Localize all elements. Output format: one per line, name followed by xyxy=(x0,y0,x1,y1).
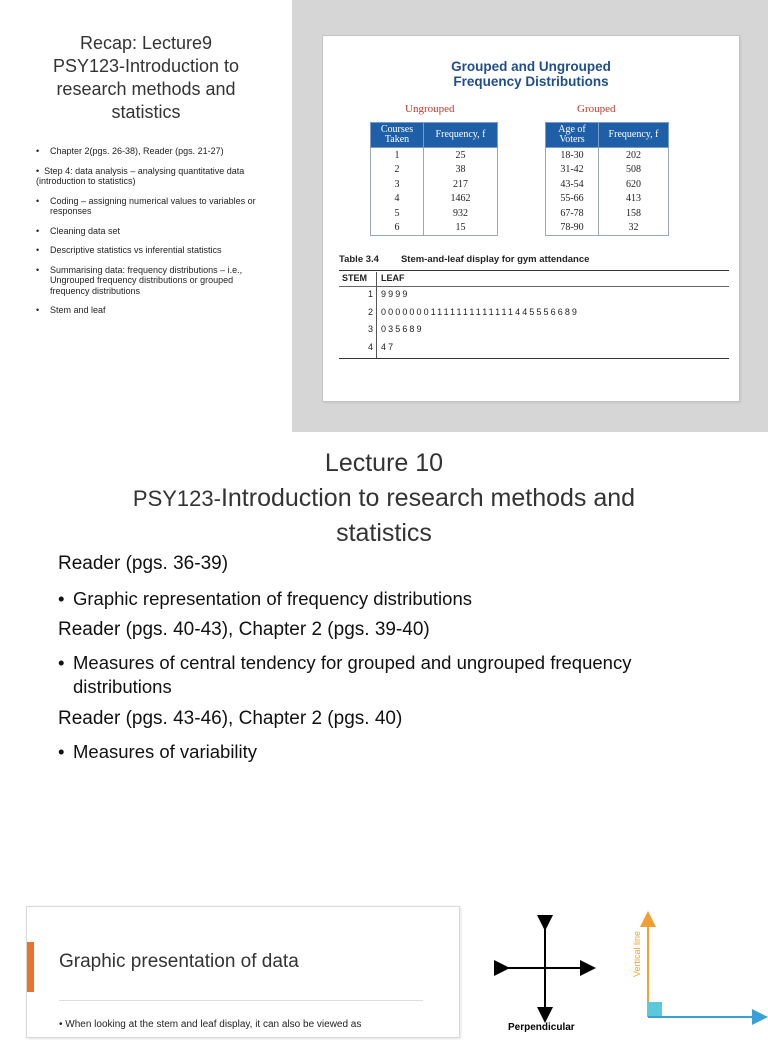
recap-item: • Cleaning data set xyxy=(36,226,268,237)
table-row xyxy=(371,163,498,178)
stem-caption xyxy=(339,254,589,265)
table-row xyxy=(546,206,669,221)
recap-item: • Descriptive statistics vs inferential statistics xyxy=(36,245,268,256)
figure-title-line: Grouped and Ungrouped xyxy=(451,59,611,74)
stem-caption-label: Table 3.4 xyxy=(339,254,379,265)
table-cell: 5 xyxy=(371,206,424,221)
table-cell: 217 xyxy=(424,177,498,192)
col-header: Frequency, f xyxy=(424,123,498,148)
topic-bullet: • Measures of central tendency for grouped and ungrouped frequency distributions xyxy=(58,652,632,697)
table-cell: 32 xyxy=(599,221,669,236)
table-row xyxy=(371,192,498,207)
table-row xyxy=(371,148,498,163)
topic-text-cont: distributions xyxy=(73,676,172,697)
col-header: Frequency, f xyxy=(599,123,669,148)
table-row xyxy=(546,163,669,178)
recap-list xyxy=(36,146,268,325)
topic-text: Measures of variability xyxy=(73,741,258,762)
figure-title-line: Frequency Distributions xyxy=(453,74,609,89)
stem-rule xyxy=(339,358,729,359)
stem-header: STEM xyxy=(342,273,368,283)
table-cell: 158 xyxy=(599,206,669,221)
axes-diagram xyxy=(490,905,768,1033)
course-code: PSY123- xyxy=(132,486,221,511)
table-cell: 43-54 xyxy=(546,177,599,192)
topic-bullet: • Graphic representation of frequency distributions xyxy=(58,588,472,609)
col-header: Courses Taken xyxy=(371,123,424,148)
right-angle-box xyxy=(648,1002,662,1016)
table-cell: 508 xyxy=(599,163,669,178)
lecture-title-rest: Introduction to research methods and xyxy=(220,484,636,512)
recap-title-line: research methods and xyxy=(56,79,236,99)
stem-value: 3 xyxy=(367,324,373,334)
table-row xyxy=(546,148,669,163)
recap-slide xyxy=(0,0,292,432)
table-row xyxy=(371,177,498,192)
table-cell: 18-30 xyxy=(546,148,599,163)
stem-rule xyxy=(339,286,729,287)
recap-item: • Coding – assigning numerical values to variables or responses xyxy=(36,196,268,217)
reading-ref: Reader (pgs. 43-46), Chapter 2 (pgs. 40) xyxy=(58,708,403,729)
table-cell: 620 xyxy=(599,177,669,192)
slide-title: Graphic presentation of data xyxy=(59,951,299,972)
leaf-value: 47 xyxy=(381,342,396,352)
table-row xyxy=(371,221,498,236)
table-cell: 6 xyxy=(371,221,424,236)
slide-text: • When looking at the stem and leaf display, it can also be viewed as xyxy=(59,1019,362,1030)
table-cell: 1462 xyxy=(424,192,498,207)
table-cell: 78-90 xyxy=(546,221,599,236)
grouped-label: Grouped xyxy=(577,103,616,115)
lecture-title-line xyxy=(0,481,768,516)
table-row xyxy=(546,192,669,207)
table-cell: 67-78 xyxy=(546,206,599,221)
table-row xyxy=(546,177,669,192)
accent-bar xyxy=(27,942,34,992)
slide-divider xyxy=(59,1000,423,1001)
ungrouped-label: Ungrouped xyxy=(405,103,455,115)
table-cell: 1 xyxy=(371,148,424,163)
table-cell: 4 xyxy=(371,192,424,207)
stem-divider xyxy=(376,272,377,358)
recap-item: • Summarising data: frequency distributions – i.e., Ungrouped frequency distributions or grouped frequency distributions xyxy=(36,265,268,297)
grouped-table xyxy=(545,122,669,236)
lecture-title-line: statistics xyxy=(336,519,432,547)
lecture-title-line: Lecture 10 xyxy=(324,449,444,477)
grouped-body xyxy=(546,148,669,236)
recap-item: • Chapter 2(pgs. 26-38), Reader (pgs. 21-27) xyxy=(36,146,268,157)
table-cell: 31-42 xyxy=(546,163,599,178)
table-cell: 202 xyxy=(599,148,669,163)
table-cell: 15 xyxy=(424,221,498,236)
stem-caption-text: Stem-and-leaf display for gym attendance xyxy=(400,254,590,265)
table-row xyxy=(371,206,498,221)
recap-title-line: statistics xyxy=(111,102,181,122)
table-cell: 3 xyxy=(371,177,424,192)
table-cell: 55-66 xyxy=(546,192,599,207)
table-cell: 932 xyxy=(424,206,498,221)
vertical-line-label: Vertical line xyxy=(632,930,642,977)
table-cell: 2 xyxy=(371,163,424,178)
reading-ref: Reader (pgs. 40-43), Chapter 2 (pgs. 39-40) xyxy=(58,619,430,640)
col-header: Age of Voters xyxy=(546,123,599,148)
frequency-figure xyxy=(322,35,740,402)
leaf-value: 9999 xyxy=(381,289,410,299)
ungrouped-body xyxy=(371,148,498,236)
recap-title-line: PSY123-Introduction to xyxy=(52,56,240,76)
table-row xyxy=(546,221,669,236)
stem-value: 4 xyxy=(367,342,373,352)
table-cell: 413 xyxy=(599,192,669,207)
recap-title xyxy=(20,32,272,124)
table-cell: 38 xyxy=(424,163,498,178)
stem-rule xyxy=(339,270,729,271)
table-cell: 25 xyxy=(424,148,498,163)
perpendicular-label: Perpendicular xyxy=(508,1022,575,1033)
leaf-header: LEAF xyxy=(381,273,405,283)
topic-text: Measures of central tendency for grouped and ungrouped frequency xyxy=(73,652,632,673)
leaf-value: 00000001111111111111445556689 xyxy=(381,307,580,317)
figure-title xyxy=(323,59,739,89)
recap-item: • Step 4: data analysis – analysing quantitative data (introduction to statistics) xyxy=(36,166,268,187)
topic-bullet: • Measures of variability xyxy=(58,741,258,762)
ungrouped-table xyxy=(370,122,498,236)
lecture-title xyxy=(0,446,768,551)
recap-item: • Stem and leaf xyxy=(36,305,268,316)
stem-value: 2 xyxy=(367,307,373,317)
leaf-value: 035689 xyxy=(381,324,424,334)
recap-title-line: Recap: Lecture9 xyxy=(79,33,213,53)
topic-text: Graphic representation of frequency distributions xyxy=(73,588,472,609)
reading-ref: Reader (pgs. 36-39) xyxy=(58,553,229,574)
stem-value: 1 xyxy=(367,289,373,299)
graphic-presentation-slide xyxy=(26,906,460,1038)
axes-svg xyxy=(490,905,768,1035)
